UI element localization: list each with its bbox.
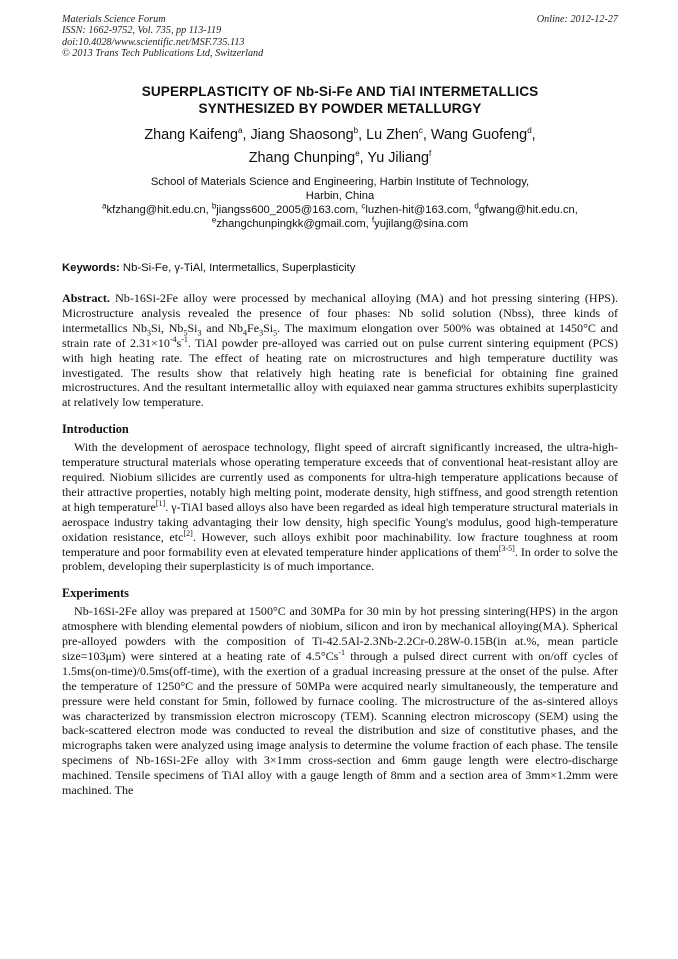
paper-title: [62, 84, 618, 117]
title-line-2: SYNTHESIZED BY POWDER METALLURGY: [198, 100, 482, 116]
experiments-text: through a pulsed direct current with on/off cycles of 1.5ms(on-time)/0.5ms(off-time), with the exertion of a gradual increasing pressure at the onset of the pulse. After the temperature of 1250°C and the pressure of 50MPa were acquired nearly simultaneously, the temperature and pressure were held constant for 5min, followed by furnace cooling. The microstructure of the as-sintered alloys was characterized by transmission electron microscopy (TEM). Scanning electron microscopy (SEM) using the back-scattered electron mode was conducted to reveal the distribution and size of constitutive phases, and the micrographs taken were analyzed using image analysis to determine the volume fraction of each phase. The tensile specimens of Nb-16Si-2Fe alloy with 3×1mm cross-section and 6mm gauge length were electro-discharge machined. Tensile specimens of TiAl alloy with a gauge length of 8mm and a section area of 3mm×1.2mm were machined. The: [62, 648, 618, 798]
abstract-text: Nb-16Si-2Fe alloy were processed by mechanical alloying (MA) and hot pressing sintering (HPS). Microstructure analysis revealed the presence of four phases: Nb solid solution (Nbss), three kinds of intermetallics Nb: [62, 291, 618, 335]
author-sup: d: [527, 126, 532, 136]
author-sup: e: [355, 149, 360, 159]
email-line-2: $^e$zhangchunpingkk@gmail.com, $^f$yujilang@sina.com: [211, 214, 469, 230]
superscript: -4: [169, 334, 177, 344]
citation[interactable]: [2]: [183, 528, 193, 538]
keywords: [62, 262, 618, 274]
subscript: 3: [259, 328, 264, 338]
online-date: Online: 2012-12-27: [536, 14, 618, 25]
intro-text: With the development of aerospace technology, flight speed of aircraft significantly increased, the ultra-high-temperature structural materials whose operating temperature exceeds that of conventional heat-resistant alloy are required. Niobium silicides are currently used as components for ultra-high temperature applications because of their attractive properties, notably high melting point, moderate density, high stiffness, and good strength retention at high temperature: [62, 440, 618, 514]
superscript: -1: [181, 334, 188, 344]
email-sup: a: [102, 201, 107, 211]
citation[interactable]: [1]: [155, 498, 166, 508]
author-sup: a: [237, 126, 243, 136]
email-sup: c: [361, 201, 366, 211]
author-list: [62, 124, 618, 170]
citation[interactable]: [3-5]: [498, 543, 515, 553]
subscript: 4: [243, 328, 248, 338]
abstract-text: . TiAl powder pre-alloyed was carried out on pulse current sintering equipment (PCS) with high heating rate. The effect of heating rate on microstructures and high temperature ductility was investigated. The results show that relatively high heating rate is beneficial for obtaining fine grained microstructures. And the resultant intermetallic alloy with equiaxed near gamma structures exhibits superplasticity at relatively low temperature.: [62, 335, 618, 410]
author-name: Zhang Kaifeng: [144, 127, 238, 143]
abstract-label: Abstract.: [62, 291, 110, 305]
author-sup: f: [429, 149, 432, 159]
abstract-text: Si: [187, 320, 198, 335]
email-link[interactable]: kfzhang@hit.edu.cn: [106, 203, 206, 216]
email-line-1: $^a$kfzhang@hit.edu.cn, $^b$jiangss600_2005@163.com, $^c$luzhen-hit@163.com, $^d$gfwang@hit.edu.cn,: [102, 201, 578, 216]
introduction-heading: Introduction: [62, 422, 129, 437]
author-sup: c: [418, 126, 423, 136]
author-name: Jiang Shaosong: [250, 127, 354, 143]
email-sup: e: [211, 214, 217, 224]
author-line-1: Zhang Kaifeng$^a$, Jiang Shaosong$^b$, Lu Zhen$^c$, Wang Guofeng$^d$,: [144, 126, 536, 143]
abstract-text: Si, Nb: [150, 320, 184, 335]
abstract: [62, 291, 618, 410]
journal-name: Materials Science Forum: [62, 14, 166, 25]
paper-body: [62, 291, 618, 798]
affiliation-line-1: School of Materials Science and Engineering, Harbin Institute of Technology,: [150, 176, 530, 188]
subscript: 3: [146, 328, 151, 338]
affiliation-line-2: Harbin, China: [305, 189, 375, 202]
keywords-text: Nb-Si-Fe, γ-TiAl, Intermetallics, Superplasticity: [122, 262, 356, 274]
abstract-text: Si: [263, 320, 274, 335]
issn-line: ISSN: 1662-9752, Vol. 735, pp 113-119: [62, 25, 222, 37]
abstract-text: . The maximum elongation over 500% was obtained at 1450°C and strain rate of 2.31×10: [62, 320, 619, 350]
email-link[interactable]: gfwang@hit.edu.cn: [478, 203, 575, 216]
email-sup: d: [474, 201, 479, 211]
experiments-text: Nb-16Si-2Fe alloy was prepared at 1500°C and 30MPa for 30 min by hot pressing sintering(HPS) in the argon atmosphere with blending elemental powders of niobium, silicon and iron by mechanical alloying(MA). Spherical pre-alloyed powders with the composition of Ti-42.5Al-2.3Nb-2.2Cr-0.28W-0.15B(in at.%, mean particle size=103μm) were sintered at a heating rate of 4.5°Cs: [62, 604, 618, 663]
author-name: Lu Zhen: [366, 127, 419, 143]
keywords-label: Keywords:: [62, 262, 120, 274]
intro-text: . In order to solve the problem, developing their superplasticity is of much importance.: [62, 544, 618, 574]
experiments-paragraph: [62, 604, 618, 798]
subscript: 3: [197, 328, 202, 338]
doi-line: doi:10.4028/www.scientific.net/MSF.735.113: [62, 36, 245, 48]
email-sup: b: [211, 201, 217, 211]
introduction-paragraph: [62, 440, 618, 574]
abstract-text: s: [176, 335, 182, 350]
intro-text: . γ-TiAl based alloys also have been regarded as ideal high temperature structural materials in aerospace industry taking advantaging their low density, high specific Young's modulus, good high-temperature oxidation resistance, etc: [62, 499, 618, 544]
author-name: Wang Guofeng: [430, 127, 528, 143]
email-link[interactable]: yujilang@sina.com: [374, 217, 469, 230]
superscript: -1: [338, 647, 346, 657]
abstract-text: Fe: [247, 320, 260, 335]
intro-text: . However, such alloys exhibit poor machinability. low fracture toughness at room temperature and poor formability even at elevated temperature hinder applications of them: [62, 529, 618, 559]
author-name: Zhang Chunping: [248, 150, 356, 166]
email-link[interactable]: luzhen-hit@163.com: [365, 203, 469, 216]
email-link[interactable]: zhangchunpingkk@gmail.com: [216, 217, 366, 230]
author-sup: b: [353, 126, 359, 136]
affiliation: [62, 176, 618, 232]
subscript: 5: [273, 328, 278, 338]
subscript: 5: [183, 328, 188, 338]
author-name: Yu Jiliang: [367, 150, 429, 166]
experiments-heading: Experiments: [62, 586, 129, 601]
author-line-2: Zhang Chunping$^e$, Yu Jiliang$^f$: [248, 149, 432, 166]
copyright-line: © 2013 Trans Tech Publications Ltd, Switzerland: [62, 48, 264, 60]
email-sup: f: [371, 214, 375, 224]
email-link[interactable]: jiangss600_2005@163.com: [216, 203, 356, 216]
journal-header: [62, 14, 618, 60]
title-line-1: SUPERPLASTICITY OF Nb-Si-Fe AND TiAl INTERMETALLICS: [141, 84, 539, 99]
abstract-text: and Nb: [201, 320, 244, 335]
